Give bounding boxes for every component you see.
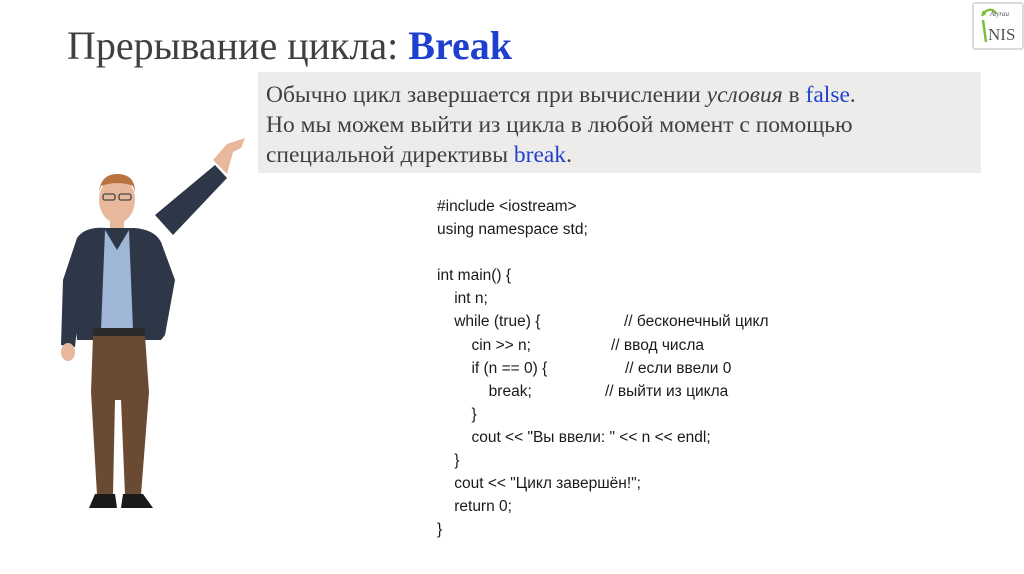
code-listing xyxy=(437,195,769,541)
intro-line-3: специальной директивы break. xyxy=(266,142,572,168)
intro-line-1: Обычно цикл завершается при вычислении условия в false. xyxy=(266,82,856,108)
code-line: cout << "Вы ввели: " << n << endl; xyxy=(437,428,711,446)
code-line-blank xyxy=(437,241,711,264)
title-text: Прерывание цикла: xyxy=(67,23,409,68)
code-line: } xyxy=(437,521,443,539)
slide-title xyxy=(67,22,512,69)
code-comment: // бесконечный цикл xyxy=(624,313,769,331)
code-comment: // ввод числа xyxy=(611,336,704,354)
code-line: #include <iostream> xyxy=(437,198,577,215)
code-line: using namespace std; xyxy=(437,221,588,239)
code-line: if (n == 0) { // если ввели 0 xyxy=(437,357,711,380)
school-logo xyxy=(972,2,1024,50)
code-line: } xyxy=(437,452,460,470)
code-line: int n; xyxy=(437,290,488,308)
code-line: } xyxy=(437,405,477,423)
code-line: cout << "Цикл завершён!"; xyxy=(437,475,641,493)
intro-line-2: Но мы можем выйти из цикла в любой момент с помощью xyxy=(266,112,853,138)
presenter-figure xyxy=(55,130,255,525)
code-line: cin >> n; // ввод числа xyxy=(437,334,711,357)
logo-big-text: NIS xyxy=(988,25,1016,44)
code-line: while (true) { // бесконечный цикл xyxy=(437,310,711,333)
code-line: int main() { xyxy=(437,267,512,285)
intro-box xyxy=(258,72,981,173)
title-keyword: Break xyxy=(408,23,512,68)
code-line: break; // выйти из цикла xyxy=(437,380,711,403)
logo-small-text: Atyrau xyxy=(990,10,1010,18)
code-line: return 0; xyxy=(437,498,512,516)
code-comment: // выйти из цикла xyxy=(605,382,729,400)
code-comment: // если ввели 0 xyxy=(625,359,732,377)
